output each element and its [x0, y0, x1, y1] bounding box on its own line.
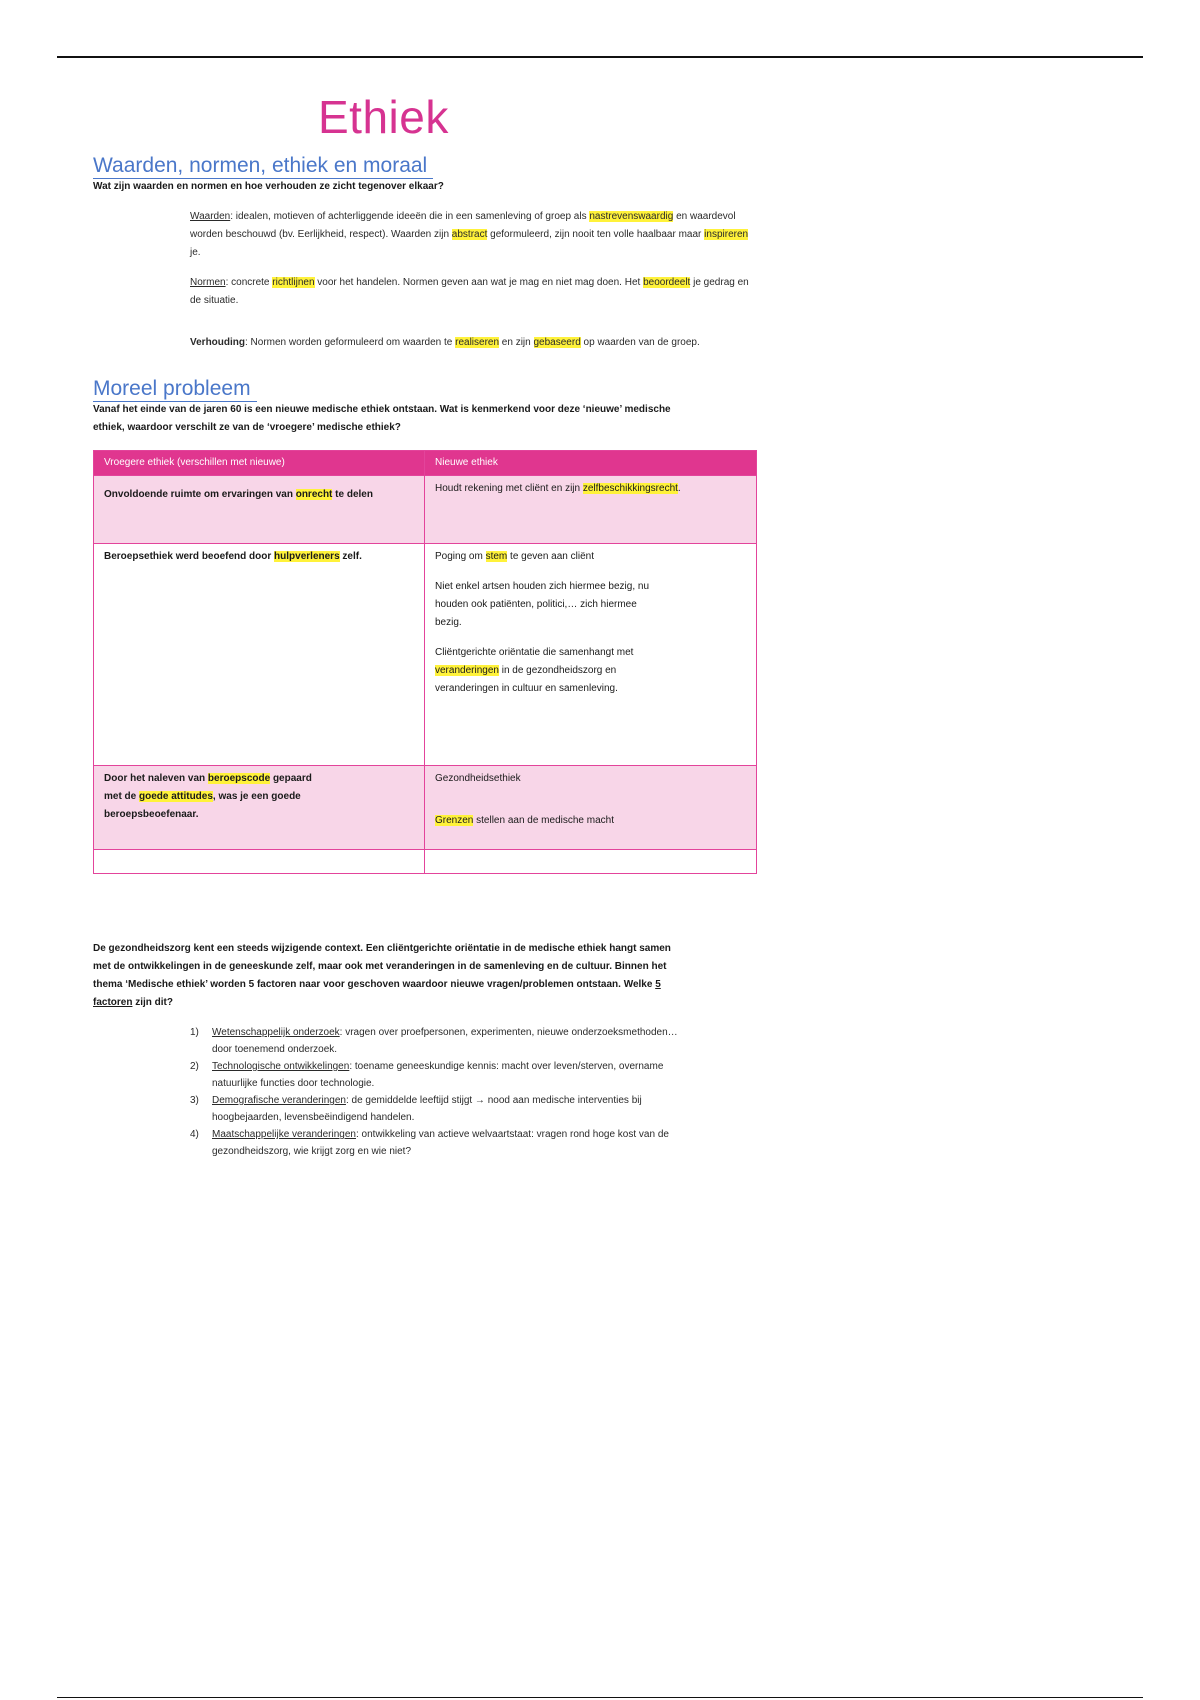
table-cell: Houdt rekening met cliënt en zijn zelfbeschikkingsrecht. [425, 476, 757, 544]
table-cell: Poging om stem te geven aan cliënt Niet enkel artsen houden zich hiermee bezig, nu houden ook patiënten, politici,… zich hiermee bezig. Cliëntgerichte oriëntatie die samenhangt met veranderingen in de gezondheidszorg en veranderingen in cultuur en samenleving. [425, 544, 757, 766]
definition-waarden: Waarden: idealen, motieven of achterliggende ideeën die in een samenleving of groep als nastrevenswaardig en waardevol worden beschouwd (bv. Eerlijkheid, respect). Waarden zijn abstract geformuleerd, zijn nooit ten volle haalbaar maar inspireren je. [190, 211, 749, 258]
highlight: hulpverleners [274, 551, 340, 562]
highlight: goede attitudes [139, 791, 213, 802]
table-row [94, 544, 757, 766]
table-cell: Gezondheidsethiek Grenzen stellen aan de medische macht [425, 766, 757, 850]
term-waarden: Waarden [190, 211, 231, 222]
list-item: 1) Wetenschappelijk onderzoek: vragen over proefpersonen, experimenten, nieuwe onderzoeksmethoden… door toenemend onderzoek. [190, 1027, 678, 1055]
question-waarden-normen: Wat zijn waarden en normen en hoe verhouden ze zicht tegenover elkaar? [93, 181, 444, 192]
table-row-empty [94, 850, 757, 874]
cell-text: Niet enkel artsen houden zich hiermee bezig, nu houden ook patiënten, politici,… zich hiermee bezig. [435, 581, 650, 628]
highlight: stem [485, 551, 508, 562]
table-row [94, 476, 757, 544]
highlight: Grenzen [435, 815, 474, 826]
highlight: beoordeelt [643, 277, 691, 288]
table-cell [94, 850, 425, 874]
highlight: inspireren [704, 229, 749, 240]
heading-waarden-normen: Waarden, normen, ethiek en moraal [93, 154, 433, 179]
table-header-vroegere: Vroegere ethiek (verschillen met nieuwe) [94, 451, 425, 476]
term-verhouding: Verhouding [190, 337, 245, 348]
highlight: gebaseerd [533, 337, 581, 348]
list-item: 2) Technologische ontwikkelingen: toename geneeskundige kennis: macht over leven/sterven, overname natuurlijke functies door technologie. [190, 1061, 664, 1089]
highlight: richtlijnen [272, 277, 315, 288]
term-normen: Normen [190, 277, 226, 288]
header-rule [57, 56, 1143, 58]
factors-list [190, 1024, 690, 1160]
list-item: 4) Maatschappelijke veranderingen: ontwikkeling van actieve welvaartstaat: vragen rond hoge kost van de gezondheidszorg, wie krijgt zorg en wie niet? [190, 1129, 669, 1157]
table-cell: Onvoldoende ruimte om ervaringen van onrecht te delen [94, 476, 425, 544]
table-row [94, 766, 757, 850]
highlight: beroepscode [207, 773, 271, 784]
question-moreel-probleem: Vanaf het einde van de jaren 60 is een nieuwe medische ethiek ontstaan. Wat is kenmerkend voor deze ‘nieuwe’ medische ethiek, waardoor verschilt ze van de ‘vroegere’ medische ethiek? [93, 404, 671, 433]
highlight: veranderingen [435, 665, 499, 676]
table-cell: Beroepsethiek werd beoefend door hulpverleners zelf. [94, 544, 425, 766]
ethics-comparison-table [93, 450, 757, 874]
table-cell: Door het naleven van beroepscode gepaard met de goede attitudes, was je een goede beroepsbeoefenaar. [94, 766, 425, 850]
cell-text: Gezondheidsethiek [435, 773, 521, 784]
footer-rule [57, 1697, 1143, 1698]
list-item: 3) Demografische veranderingen: de gemiddelde leeftijd stijgt → nood aan medische interventies bij hoogbejaarden, levensbeëindigend handelen. [190, 1095, 642, 1123]
highlight: onrecht [295, 489, 333, 500]
heading-moreel-probleem: Moreel probleem [93, 377, 257, 402]
highlight: abstract [451, 229, 488, 240]
context-paragraph: De gezondheidszorg kent een steeds wijzigende context. Een cliëntgerichte oriëntatie in de medische ethiek hangt samen met de ontwikkelingen in de geneeskunde zelf, maar ook met veranderingen in de samenleving en de cultuur. Binnen het thema ‘Medische ethiek’ worden 5 factoren naar voor geschoven waardoor nieuwe vragen/problemen ontstaan. Welke 5 factoren zijn dit? [93, 943, 671, 1008]
highlight: zelfbeschikkingsrecht [582, 483, 678, 494]
table-cell [425, 850, 757, 874]
highlight: realiseren [455, 337, 500, 348]
highlight: nastrevenswaardig [589, 211, 674, 222]
definition-normen: Normen: concrete richtlijnen voor het handelen. Normen geven aan wat je mag en niet mag doen. Het beoordeelt je gedrag en de situatie. [190, 277, 749, 306]
underlined-term: 5 factoren [93, 979, 661, 1008]
page-title: Ethiek [318, 91, 449, 143]
table-header-nieuwe: Nieuwe ethiek [425, 451, 757, 476]
definition-verhouding: Verhouding: Normen worden geformuleerd om waarden te realiseren en zijn gebaseerd op waarden van de groep. [190, 337, 700, 348]
